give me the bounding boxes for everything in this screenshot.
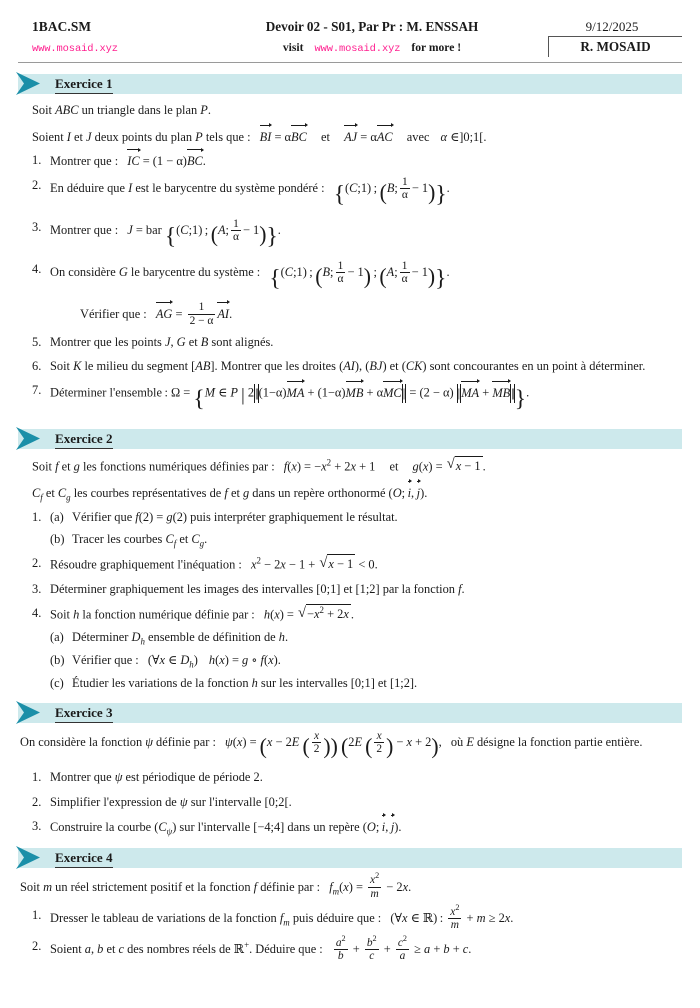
exercise-1-q5: Montrer que les points J, G et B sont alignés.	[50, 334, 274, 349]
exercise-2-question-list	[20, 508, 680, 693]
header-author-name: R. MOSAID	[548, 36, 682, 57]
exercise-2-q4b: Vérifier que : (∀x ∈ $D_h$) h(x) = g ∘ f(x).	[72, 653, 281, 670]
exercise-1-q1: Montrer que : IC = (1 − α)BC.	[50, 151, 680, 171]
header-date: 9/12/2025	[585, 19, 639, 34]
exercise-1-intro-2: Soient I et J deux points du plan P tels que : BI = αBC et AJ = αAC avec α ∈]0;1[.	[32, 127, 680, 147]
exercise-3-label: Exercice 3	[55, 704, 113, 723]
exercise-1-body	[20, 101, 680, 418]
header-exam-title: Devoir 02 - S01, Par Pr : M. ENSSAH	[265, 19, 479, 34]
exercise-1-q3: Montrer que : J = bar {(C;1) ; (A; $\frac{1}{\alpha}$ − 1)}.	[50, 217, 281, 250]
arrow-icon	[14, 70, 44, 98]
page-header	[18, 18, 682, 63]
exercise-1-label: Exercice 1	[55, 75, 113, 94]
exercise-2-q4c: Étudier les variations de la fonction h sur les intervalles [0;1] et [1;2].	[72, 675, 418, 690]
header-divider	[18, 62, 682, 63]
exercise-4-body	[20, 871, 680, 963]
header-visit-url-link[interactable]: www.mosaid.xyz	[314, 43, 401, 56]
exercise-4-question-list	[20, 902, 680, 963]
exercise-2-banner	[18, 429, 682, 449]
exercise-2-label: Exercice 2	[55, 430, 113, 449]
header-class-label-cell	[18, 18, 202, 36]
exercise-1-q4: On considère G le barycentre du système : {(C;1) ; (B; $\frac{1}{\alpha}$ − 1) ; (A; $\frac{1}{\alpha}$ − 1)}. Vérifier que : AG = $\frac{1}{2 - \alpha}$ AI.	[50, 260, 680, 328]
exercise-3-q3: Construire la courbe $(C_\psi)$ sur l'intervalle [−4;4] dans un repère (O; i, j).	[50, 817, 680, 837]
header-row-top	[18, 18, 682, 36]
exercise-1-banner	[18, 74, 682, 94]
exercise-4-banner	[18, 848, 682, 868]
exercise-2-intro-2: $C_f$ et $C_g$ les courbes représentatives de f et g dans un repère orthonormé (O; i, j).	[32, 483, 680, 503]
exercise-3-q2: Simplifier l'expression de ψ sur l'intervalle [0;2[.	[50, 794, 292, 809]
exercise-2-q4-sublist	[50, 628, 680, 692]
document-page	[0, 18, 700, 1008]
arrow-icon	[14, 699, 44, 727]
exercise-3-banner	[18, 703, 682, 723]
arrow-icon	[14, 844, 44, 872]
exercise-2-q4a: Déterminer $D_h$ ensemble de définition de h.	[72, 630, 289, 647]
exercise-3-intro: On considère la fonction ψ définie par : ψ(x) = (x − 2E ( $\frac{x}{2}$ )) (2E ( $\frac{x}{2}$ ) − x + 2), où E désigne la fonction partie entière.	[20, 729, 643, 759]
exercise-1-q7: Déterminer l'ensemble : Ω = {M ∈ P | 2||(1−α)MA + (1−α)MB + αMC|| = (2 − α) ||MA + MB||}.	[50, 384, 530, 413]
header-site-url-cell	[18, 39, 202, 56]
exercise-2-q1-sublist	[50, 508, 680, 549]
arrow-icon	[14, 425, 44, 453]
exercise-2-body	[20, 456, 680, 692]
exercise-4-label: Exercice 4	[55, 849, 113, 868]
exercise-1-q2: En déduire que I est le barycentre du système pondéré : {(C;1) ; (B; $\frac{1}{\alpha}$ − 1)}.	[50, 175, 450, 208]
header-visit-suffix: for more !	[411, 41, 462, 55]
exercise-1-intro-1: Soit ABC un triangle dans le plan P.	[32, 102, 211, 117]
header-visit-line	[202, 40, 542, 56]
header-date-cell	[542, 18, 682, 36]
exercise-2-q4: Soit h la fonction numérique définie par : h(x) = √ $-x^2 + 2x$ . Déterminer $D_h$ ensemble de définition de h. Vérifier que : (∀x ∈ $D_h$) h(x) = g ∘ f(x). Étudier les variations de la fonction h sur les intervalles [0;1] et [1;2].	[50, 604, 680, 693]
header-row-bottom	[18, 36, 682, 57]
header-visit-prefix: visit	[282, 41, 304, 55]
exercise-2-q1	[50, 508, 680, 549]
exercise-4-q1: Dresser le tableau de variations de la fonction $f_m$ puis déduire que : (∀x ∈ ℝ) : $\frac{x^2}{m}$ + m ≥ 2x.	[50, 902, 514, 932]
exercise-2-intro-1: Soit f et g les fonctions numériques définies par : $f(x) = -x^2 + 2x + 1$ et g(x) = √ x − 1 .	[32, 456, 680, 476]
exercise-4-q2: Soient a, b et c des nombres réels de ℝ+. Déduire que : $\frac{a^2}{b}$ + $\frac{b^2}{c}$ + $\frac{c^2}{a}$ ≥ a + b + c.	[50, 933, 472, 963]
header-author-cell	[542, 36, 682, 57]
exercise-2-q1a: Vérifier que f(2) = g(2) puis interpréter graphiquement le résultat.	[72, 509, 398, 524]
exercise-1-q4-verify: Vérifier que : AG = $\frac{1}{2 - \alpha}$ AI.	[80, 301, 233, 327]
header-exam-title-cell	[202, 18, 542, 36]
exercise-1-q6: Soit K le milieu du segment [AB]. Montrer que les droites (AI), (BJ) et (CK) sont concourantes en un point à déterminer.	[50, 359, 646, 374]
exercise-2-q3: Déterminer graphiquement les images des intervalles [0;1] et [1;2] par la fonction f.	[50, 581, 465, 596]
exercise-3-question-list	[20, 768, 680, 837]
exercise-2-q1b: Tracer les courbes $C_f$ et $C_g$.	[72, 532, 208, 549]
header-site-url-link[interactable]: www.mosaid.xyz	[32, 43, 118, 56]
exercise-4-intro: Soit m un réel strictement positif et la fonction f définie par : $f_m(x)$ = $\frac{x^2}{m}$ − 2x.	[20, 871, 412, 901]
exercise-3-body	[20, 730, 680, 837]
header-class-label: 1BAC.SM	[32, 19, 92, 34]
exercise-3-q1: Montrer que ψ est périodique de période 2.	[50, 770, 263, 785]
exercise-2-q2: Résoudre graphiquement l'inéquation : $x^2 - 2x - 1$ + √ x − 1 < 0.	[50, 554, 680, 575]
exercise-1-question-list	[20, 151, 680, 418]
